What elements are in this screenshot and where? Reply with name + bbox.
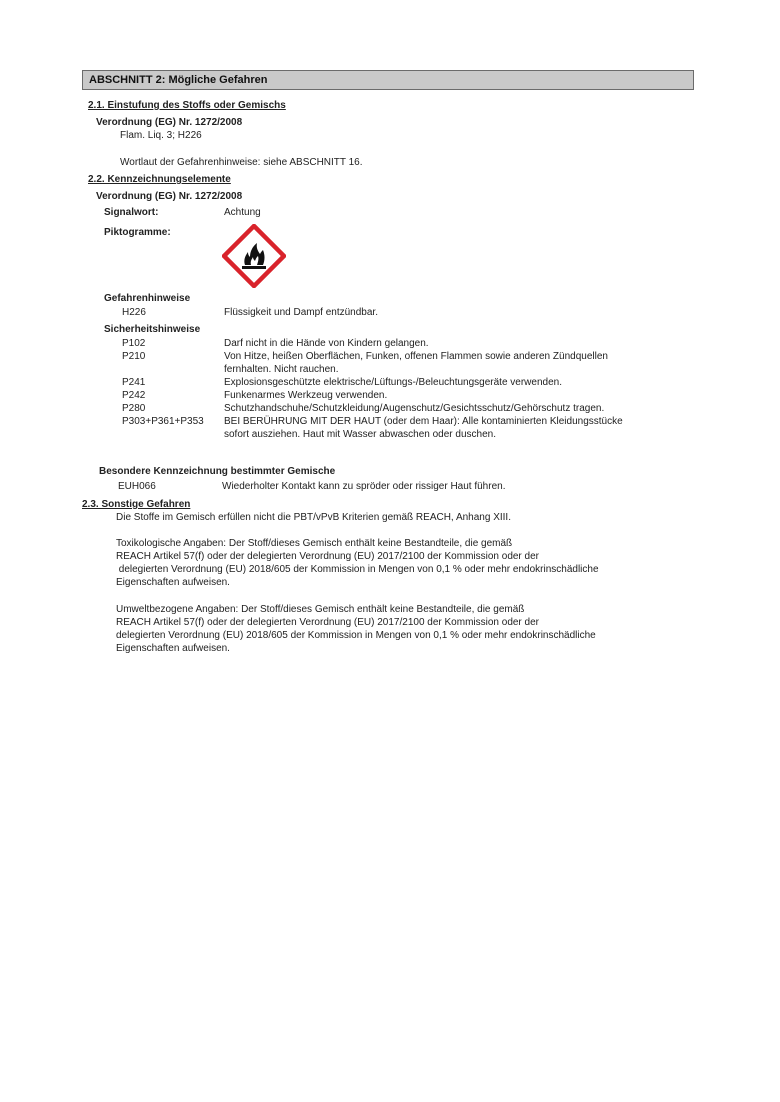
flame-hazard-icon <box>222 224 286 288</box>
heading-2-3: 2.3. Sonstige Gefahren <box>82 499 191 510</box>
precaution-text: Schutzhandschuhe/Schutzkleidung/Augenschutz/Gesichtsschutz/Gehörschutz tragen. <box>224 403 605 414</box>
precaution-code: P280 <box>122 403 146 414</box>
hazard-statements-heading: Gefahrenhinweise <box>104 293 191 304</box>
precaution-code: P210 <box>122 351 146 362</box>
precaution-text: Funkenarmes Werkzeug verwenden. <box>224 390 388 401</box>
heading-2-2: 2.2. Kennzeichnungselemente <box>88 174 231 185</box>
precaution-text: BEI BERÜHRUNG MIT DER HAUT (oder dem Haar): Alle kontaminierten Kleidungsstücke <box>224 416 623 427</box>
precaution-code: P102 <box>122 338 146 349</box>
signal-word-label: Signalwort: <box>104 207 159 218</box>
classification-text: Flam. Liq. 3; H226 <box>120 130 202 141</box>
precaution-code: P241 <box>122 377 146 388</box>
euh-text: Wiederholter Kontakt kann zu spröder oder rissiger Haut führen. <box>222 481 506 492</box>
env-line: Eigenschaften aufweisen. <box>116 643 230 654</box>
hazard-text: Flüssigkeit und Dampf entzündbar. <box>224 307 378 318</box>
precaution-code: P242 <box>122 390 146 401</box>
pictogram-label: Piktogramme: <box>104 227 171 238</box>
precaution-text: Von Hitze, heißen Oberflächen, Funken, offenen Flammen sowie anderen Zündquellen <box>224 351 608 362</box>
special-labelling-heading: Besondere Kennzeichnung bestimmter Gemische <box>99 466 336 477</box>
regulation-2-1: Verordnung (EG) Nr. 1272/2008 <box>96 117 243 128</box>
hazard-code: H226 <box>122 307 146 318</box>
pbt-statement: Die Stoffe im Gemisch erfüllen nicht die PBT/vPvB Kriterien gemäß REACH, Anhang XIII. <box>116 512 511 523</box>
env-line: delegierten Verordnung (EU) 2018/605 der Kommission in Mengen von 0,1 % oder mehr endokrinschädliche <box>116 630 596 641</box>
tox-line: REACH Artikel 57(f) oder der delegierten Verordnung (EU) 2017/2100 der Kommission oder der <box>116 551 539 562</box>
precaution-text-continued: sofort ausziehen. Haut mit Wasser abwaschen oder duschen. <box>224 429 496 440</box>
env-line: REACH Artikel 57(f) oder der delegierten Verordnung (EU) 2017/2100 der Kommission oder der <box>116 617 539 628</box>
signal-word-value: Achtung <box>224 207 261 218</box>
precaution-code: P303+P361+P353 <box>122 416 204 427</box>
section-title: ABSCHNITT 2: Mögliche Gefahren <box>89 74 268 86</box>
section-header-bar <box>82 70 694 90</box>
euh-code: EUH066 <box>118 481 156 492</box>
precautionary-statements-heading: Sicherheitshinweise <box>104 324 201 335</box>
tox-line: Toxikologische Angaben: Der Stoff/dieses Gemisch enthält keine Bestandteile, die gemäß <box>116 538 513 549</box>
tox-line: delegierten Verordnung (EU) 2018/605 der Kommission in Mengen von 0,1 % oder mehr endokrinschädliche <box>116 564 599 575</box>
precaution-text-continued: fernhalten. Nicht rauchen. <box>224 364 339 375</box>
env-line: Umweltbezogene Angaben: Der Stoff/dieses Gemisch enthält keine Bestandteile, die gemäß <box>116 604 525 615</box>
precaution-text: Explosionsgeschützte elektrische/Lüftungs-/Beleuchtungsgeräte verwenden. <box>224 377 562 388</box>
hazard-wording-note: Wortlaut der Gefahrenhinweise: siehe ABSCHNITT 16. <box>120 157 363 168</box>
heading-2-1: 2.1. Einstufung des Stoffs oder Gemischs <box>88 100 286 111</box>
precaution-text: Darf nicht in die Hände von Kindern gelangen. <box>224 338 429 349</box>
tox-line: Eigenschaften aufweisen. <box>116 577 230 588</box>
regulation-2-2: Verordnung (EG) Nr. 1272/2008 <box>96 191 243 202</box>
